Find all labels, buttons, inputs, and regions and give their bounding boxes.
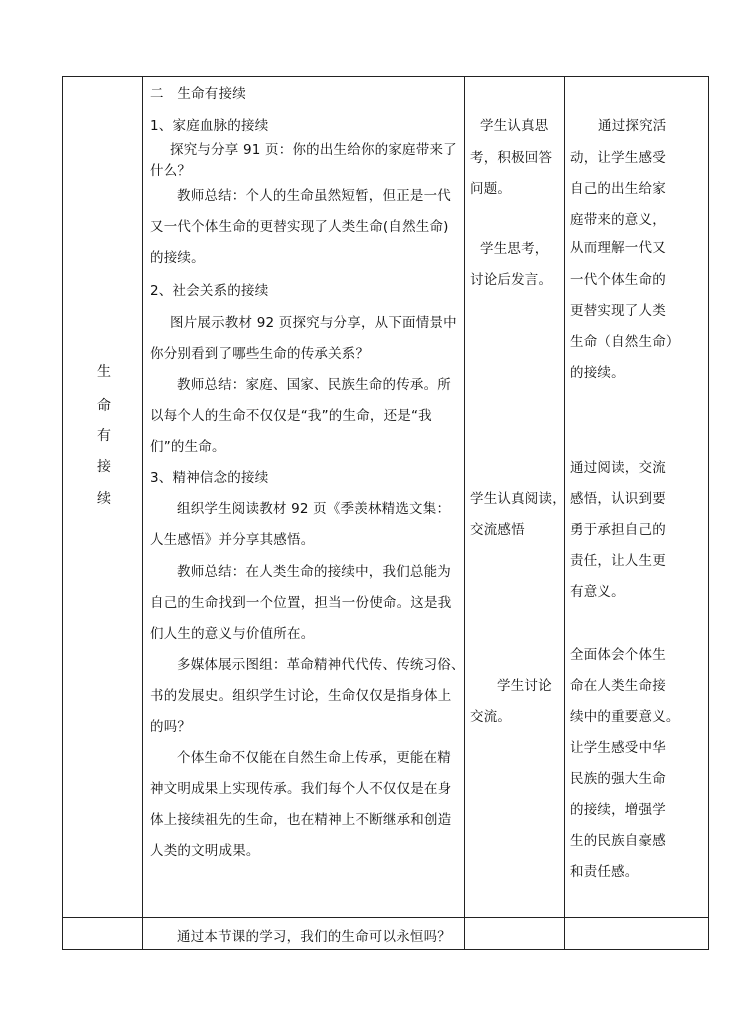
design-intent-line: 自己的出生给家 xyxy=(570,181,666,197)
subsection-title-1: 1、家庭血脉的接续 xyxy=(150,118,269,134)
student-activity-line: 问题。 xyxy=(470,181,512,197)
student-activity-line: 学生认真思 xyxy=(480,118,549,134)
text-line: 以每个人的生命不仅仅是“我”的生命，还是“我 xyxy=(150,408,432,424)
student-activity-line: 考，积极回答 xyxy=(470,150,553,166)
student-activity-line: 交流感悟 xyxy=(470,522,525,538)
text-line: 图片展示教材 92 页探究与分享，从下面情景中 xyxy=(170,315,457,331)
text-line: 神文明成果上实现传承。我们每个人不仅仅是在身 xyxy=(150,781,452,797)
table-border-bottom xyxy=(62,949,709,950)
design-intent-line: 的接续。 xyxy=(570,365,625,381)
text-line: 们”的生命。 xyxy=(150,439,226,455)
design-intent-line: 一代个体生命的 xyxy=(570,272,666,288)
student-activity-line: 学生思考， xyxy=(480,241,549,257)
text-line: 个体生命不仅能在自然生命上传承，更能在精 xyxy=(177,750,451,766)
subsection-title-3: 3、精神信念的接续 xyxy=(150,470,269,486)
design-intent-line: 命在人类生命接 xyxy=(570,678,666,694)
column-divider-2 xyxy=(464,76,465,950)
column-divider-1 xyxy=(142,76,143,950)
design-intent-line: 的接续，增强学 xyxy=(570,802,666,818)
design-intent-line: 生的民族自豪感 xyxy=(570,833,666,849)
table-border-top xyxy=(62,76,709,77)
design-intent-line: 庭带来的意义， xyxy=(570,212,666,228)
table-border-left xyxy=(62,76,63,950)
text-line: 们人生的意义与价值所在。 xyxy=(150,626,315,642)
text-line: 又一代个体生命的更替实现了人类生命(自然生命) xyxy=(150,219,449,235)
design-intent-line: 生命（自然生命） xyxy=(570,334,680,350)
text-line: 人生感悟》并分享其感悟。 xyxy=(150,532,315,548)
text-line: 你分别看到了哪些生命的传承关系？ xyxy=(150,346,370,362)
design-intent-line: 责任，让人生更 xyxy=(570,553,666,569)
text-line: 的接续。 xyxy=(150,250,205,266)
text-line: 探究与分享 91 页：你的出生给你的家庭带来了 xyxy=(170,142,457,158)
text-line: 教师总结：家庭、国家、民族生命的传承。所 xyxy=(177,377,451,393)
design-intent-line: 从而理解一代又 xyxy=(570,240,666,256)
design-intent-line: 勇于承担自己的 xyxy=(570,522,666,538)
design-intent-line: 让学生感受中华 xyxy=(570,740,666,756)
stage-label-char: 命 xyxy=(97,398,111,414)
text-line: 什么？ xyxy=(150,163,192,179)
design-intent-line: 更替实现了人类 xyxy=(570,303,666,319)
text-line: 多媒体展示图组：革命精神代代传、传统习俗、 xyxy=(177,657,465,673)
stage-label-char: 生 xyxy=(97,364,111,380)
column-divider-3 xyxy=(564,76,565,950)
design-intent-line: 和责任感。 xyxy=(570,864,639,880)
text-line: 人类的文明成果。 xyxy=(150,843,260,859)
design-intent-line: 全面体会个体生 xyxy=(570,647,666,663)
design-intent-line: 感悟，认识到要 xyxy=(570,491,666,507)
text-line: 自己的生命找到一个位置，担当一份使命。这是我 xyxy=(150,595,452,611)
design-intent-line: 民族的强大生命 xyxy=(570,771,666,787)
design-intent-line: 通过探究活 xyxy=(598,118,667,134)
subsection-title-2: 2、社会关系的接续 xyxy=(150,283,269,299)
student-activity-line: 讨论后发言。 xyxy=(470,272,553,288)
design-intent-line: 动，让学生感受 xyxy=(570,150,666,166)
closing-question: 通过本节课的学习，我们的生命可以永恒吗？ xyxy=(177,929,451,945)
stage-label-char: 续 xyxy=(97,491,111,507)
text-line: 的吗？ xyxy=(150,719,192,735)
student-activity-line: 学生认真阅读， xyxy=(470,491,566,507)
section-heading: 二 生命有接续 xyxy=(150,86,246,102)
design-intent-line: 续中的重要意义。 xyxy=(570,709,680,725)
student-activity-line: 学生讨论 xyxy=(497,678,552,694)
design-intent-line: 有意义。 xyxy=(570,584,625,600)
text-line: 书的发展史。组织学生讨论，生命仅仅是指身体上 xyxy=(150,688,452,704)
text-line: 教师总结：个人的生命虽然短暂，但正是一代 xyxy=(177,188,451,204)
table-border-right xyxy=(708,76,709,950)
text-line: 体上接续祖先的生命，也在精神上不断继承和创造 xyxy=(150,812,452,828)
stage-label-char: 接 xyxy=(97,459,111,475)
table-row-divider xyxy=(62,917,709,918)
text-line: 组织学生阅读教材 92 页《季羡林精选文集： xyxy=(177,501,451,517)
student-activity-line: 交流。 xyxy=(470,709,512,725)
text-line: 教师总结：在人类生命的接续中，我们总能为 xyxy=(177,564,451,580)
design-intent-line: 通过阅读，交流 xyxy=(570,460,666,476)
stage-label-char: 有 xyxy=(97,428,111,444)
